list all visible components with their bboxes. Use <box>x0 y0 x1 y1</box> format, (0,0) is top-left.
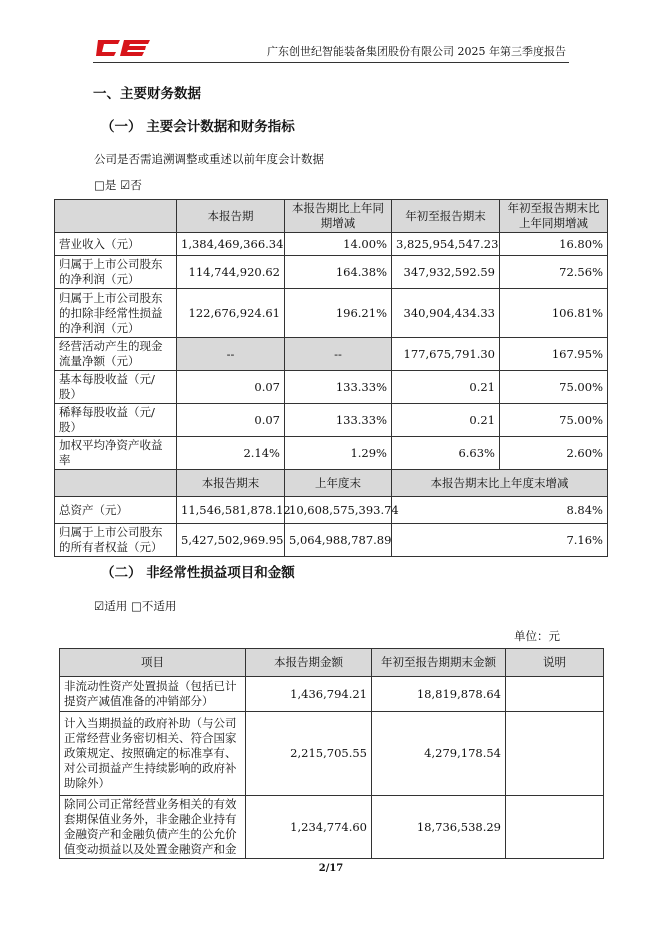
subsection-title-accounting-data: （一） 主要会计数据和财务指标 <box>101 119 295 135</box>
unit-label: 单位：元 <box>514 629 560 643</box>
table-cell <box>506 712 604 796</box>
applicability-options: ☑适用 □不适用 <box>94 599 177 613</box>
table-cell: 1,436,794.21 <box>246 677 372 712</box>
table-cell: 340,904,434.33 <box>392 289 500 338</box>
table-row <box>55 497 608 524</box>
table-row <box>55 233 608 256</box>
table-cell: -- <box>285 338 392 371</box>
table-cell: 106.81% <box>500 289 608 338</box>
table-cell: 114,744,920.62 <box>177 256 285 289</box>
table-header-cell <box>55 200 177 233</box>
table-cell: 347,932,592.59 <box>392 256 500 289</box>
table-row <box>55 371 608 404</box>
report-header-title: 广东创世纪智能装备集团股份有限公司 2025 年第三季度报告 <box>267 45 566 58</box>
row-label: 归属于上市公司股东的净利润（元） <box>55 256 177 289</box>
header-divider <box>93 62 569 63</box>
table-cell: 164.38% <box>285 256 392 289</box>
table-cell: 196.21% <box>285 289 392 338</box>
table-cell: 1.29% <box>285 437 392 470</box>
company-logo <box>96 38 150 58</box>
table-cell: 4,279,178.54 <box>372 712 506 796</box>
table-cell: -- <box>177 338 285 371</box>
table-header-cell: 年初至报告期末 <box>392 200 500 233</box>
table-cell: 0.21 <box>392 371 500 404</box>
table-cell: 167.95% <box>500 338 608 371</box>
row-label: 归属于上市公司股东的扣除非经常性损益的净利润（元） <box>55 289 177 338</box>
row-label: 营业收入（元） <box>55 233 177 256</box>
table-row <box>55 256 608 289</box>
table-cell: 0.07 <box>177 371 285 404</box>
table-cell: 133.33% <box>285 404 392 437</box>
table-cell: 0.21 <box>392 404 500 437</box>
table-row <box>60 712 604 796</box>
row-label: 稀释每股收益（元/股） <box>55 404 177 437</box>
table-cell <box>506 796 604 859</box>
table-header-cell: 说明 <box>506 649 604 677</box>
table-cell: 1,384,469,366.34 <box>177 233 285 256</box>
table-header-cell: 本报告期末 <box>177 470 285 497</box>
table-cell: 72.56% <box>500 256 608 289</box>
row-label: 计入当期损益的政府补助（与公司正常经营业务密切相关、符合国家政策规定、按照确定的标准享有、对公司损益产生持续影响的政府补助除外） <box>60 712 246 796</box>
table-header-cell: 本报告期 <box>177 200 285 233</box>
table-cell: 75.00% <box>500 371 608 404</box>
table-cell: 16.80% <box>500 233 608 256</box>
table-header-cell: 本报告期金额 <box>246 649 372 677</box>
table-row <box>60 677 604 712</box>
table-row <box>55 338 608 371</box>
table-cell: 8.84% <box>392 497 608 524</box>
table-cell: 18,736,538.29 <box>372 796 506 859</box>
table-cell: 14.00% <box>285 233 392 256</box>
table-cell: 5,064,988,787.89 <box>285 524 392 557</box>
subsection-title-nonrecurring: （二） 非经常性损益项目和金额 <box>101 565 295 581</box>
row-label: 非流动性资产处置损益（包括已计提资产减值准备的冲销部分） <box>60 677 246 712</box>
table-cell: 10,608,575,393.74 <box>285 497 392 524</box>
key-financial-data-table <box>54 199 608 557</box>
table-cell: 11,546,581,878.12 <box>177 497 285 524</box>
table-cell: 75.00% <box>500 404 608 437</box>
table-header-cell: 项目 <box>60 649 246 677</box>
table-row <box>60 796 604 859</box>
table-cell: 3,825,954,547.23 <box>392 233 500 256</box>
table-cell: 2.14% <box>177 437 285 470</box>
page-number: 2/17 <box>318 863 344 874</box>
row-label: 经营活动产生的现金流量净额（元） <box>55 338 177 371</box>
row-label: 除同公司正常经营业务相关的有效套期保值业务外，非金融企业持有金融资产和金融负债产生的公允价值变动损益以及处置金融资产和金 <box>60 796 246 859</box>
table-cell: 122,676,924.61 <box>177 289 285 338</box>
table-header-row <box>55 470 608 497</box>
table-header-cell: 年初至报告期期末金额 <box>372 649 506 677</box>
row-label: 基本每股收益（元/股） <box>55 371 177 404</box>
row-label: 归属于上市公司股东的所有者权益（元） <box>55 524 177 557</box>
table-row <box>55 524 608 557</box>
table-header-cell: 上年度末 <box>285 470 392 497</box>
row-label: 总资产（元） <box>55 497 177 524</box>
table-header-cell: 本报告期比上年同期增减 <box>285 200 392 233</box>
table-cell: 7.16% <box>392 524 608 557</box>
table-row <box>55 289 608 338</box>
restatement-question: 公司是否需追溯调整或重述以前年度会计数据 <box>94 152 324 166</box>
table-cell: 2,215,705.55 <box>246 712 372 796</box>
table-cell: 0.07 <box>177 404 285 437</box>
table-cell: 1,234,774.60 <box>246 796 372 859</box>
table-row <box>55 437 608 470</box>
table-cell: 133.33% <box>285 371 392 404</box>
table-cell: 177,675,791.30 <box>392 338 500 371</box>
table-cell: 2.60% <box>500 437 608 470</box>
table-cell: 18,819,878.64 <box>372 677 506 712</box>
table-header-row <box>55 200 608 233</box>
section-title-financial-data: 一、主要财务数据 <box>93 86 201 102</box>
table-header-cell: 本报告期末比上年度末增减 <box>392 470 608 497</box>
table-cell: 6.63% <box>392 437 500 470</box>
table-cell: 5,427,502,969.95 <box>177 524 285 557</box>
table-cell <box>506 677 604 712</box>
table-row <box>55 404 608 437</box>
table-header-cell <box>55 470 177 497</box>
restatement-options: □是 ☑否 <box>94 178 142 192</box>
row-label: 加权平均净资产收益率 <box>55 437 177 470</box>
table-header-row <box>60 649 604 677</box>
table-header-cell: 年初至报告期末比上年同期增减 <box>500 200 608 233</box>
nonrecurring-items-table <box>59 648 604 859</box>
